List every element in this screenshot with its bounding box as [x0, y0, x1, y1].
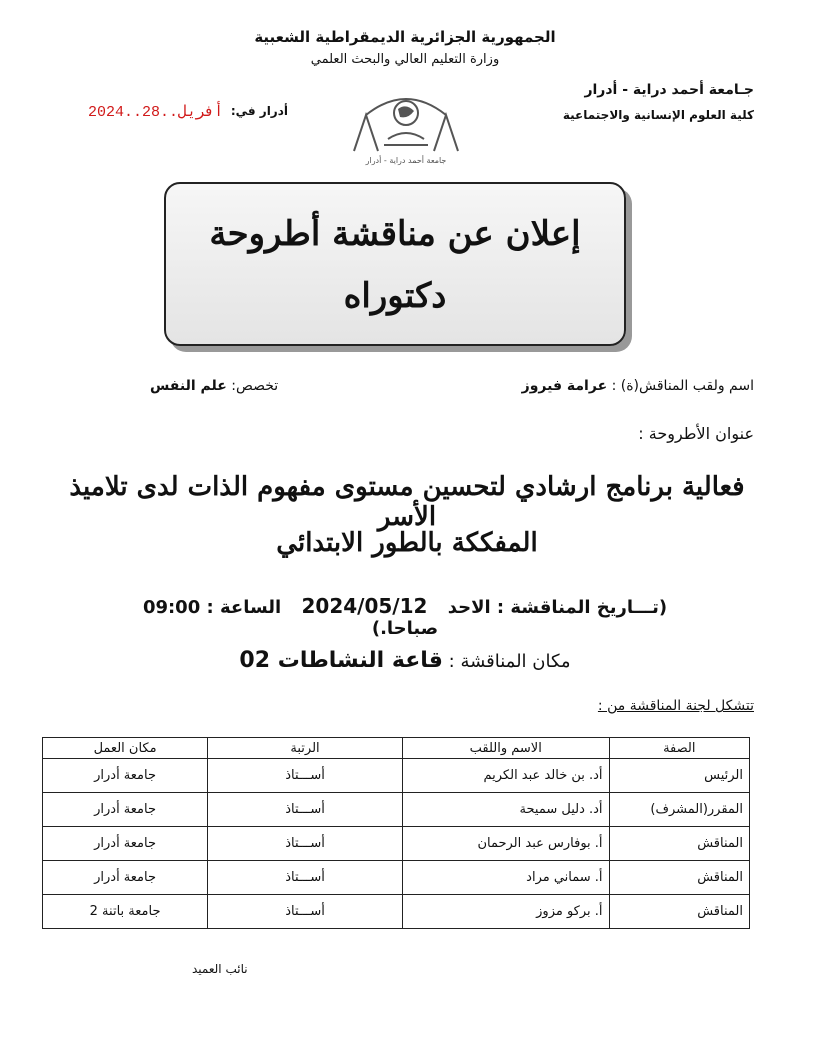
university-emblem-icon: [344, 85, 468, 167]
defense-time-label: الساعة :: [206, 597, 282, 618]
member-workplace: جامعة أدرار: [43, 793, 208, 827]
document-date: [88, 104, 288, 128]
member-rank: أســـتاذ: [208, 759, 403, 793]
member-name: أ. بركو مزوز: [402, 895, 609, 929]
committee-table: [42, 737, 750, 929]
defense-date: 2024/05/12: [301, 594, 428, 618]
announcement-title-box: [164, 182, 626, 346]
defense-time: 09:00 صباحا.): [142, 597, 439, 639]
member-role: المقرر(المشرف): [609, 793, 749, 827]
table-row: [43, 759, 750, 793]
republic-heading: الجمهورية الجزائرية الديمقراطية الشعبية: [254, 28, 556, 46]
member-role: المناقش: [609, 861, 749, 895]
africa-map-icon: [398, 106, 414, 117]
defense-place-value: قاعة النشاطات 02: [239, 648, 443, 673]
member-workplace: جامعة أدرار: [43, 759, 208, 793]
thesis-title-line1: فعالية برنامج ارشادي لتحسين مستوى مفهوم الذات لدى تلاميذ الأسر: [69, 472, 745, 532]
faculty-name: كلية العلوم الإنسانية والاجتماعية: [562, 108, 754, 122]
member-name: أ. سماني مراد: [402, 861, 609, 895]
thesis-title-label: عنوان الأطروحة :: [638, 424, 754, 443]
member-workplace: جامعة أدرار: [43, 827, 208, 861]
university-name: جـامعة أحمد دراية - أدرار: [584, 82, 754, 98]
logo-caption: جامعة أحمد دراية - أدرار: [365, 156, 447, 165]
header-name: الاسم واللقب: [402, 738, 609, 759]
member-workplace: جامعة أدرار: [43, 861, 208, 895]
specialty-row: [150, 378, 278, 394]
date-value-handwritten: 2024..أفريل..28: [88, 104, 224, 121]
table-header-row: [43, 738, 750, 759]
announcement-title-line1: إعلان عن مناقشة أطروحة: [209, 214, 581, 254]
specialty-value: علم النفس: [150, 378, 227, 394]
table-row: [43, 861, 750, 895]
header-workplace: مكان العمل: [43, 738, 208, 759]
date-label: أدرار في:: [230, 104, 288, 118]
member-workplace: جامعة باتنة 2: [43, 895, 208, 929]
member-name: أ. بوفارس عبد الرحمان: [402, 827, 609, 861]
header-role: الصفة: [609, 738, 749, 759]
member-role: المناقش: [609, 895, 749, 929]
table-row: [43, 895, 750, 929]
defense-place-line: [150, 648, 660, 673]
member-name: أد. دليل سميحة: [402, 793, 609, 827]
ministry-heading: وزارة التعليم العالي والبحث العلمي: [310, 52, 500, 67]
member-rank: أســـتاذ: [208, 827, 403, 861]
defense-date-label: (تـــاريخ المناقشة : الاحد: [447, 597, 668, 618]
announcement-title-line2: دكتوراه: [343, 276, 447, 316]
table-row: [43, 827, 750, 861]
examinee-label: اسم ولقب المناقش(ة) :: [611, 378, 754, 394]
member-role: الرئيس: [609, 759, 749, 793]
member-role: المناقش: [609, 827, 749, 861]
header-rank: الرتبة: [208, 738, 403, 759]
member-rank: أســـتاذ: [208, 895, 403, 929]
thesis-title-line2: المفككة بالطور الابتدائي: [276, 528, 538, 558]
member-name: أد. بن خالد عبد الكريم: [402, 759, 609, 793]
defense-place-label: مكان المناقشة :: [448, 651, 571, 672]
member-rank: أســـتاذ: [208, 793, 403, 827]
vice-dean-signature-label: نائب العميد: [192, 962, 248, 976]
defense-date-line: [120, 594, 690, 639]
examinee-row: [522, 378, 754, 394]
specialty-label: تخصص:: [231, 378, 279, 394]
member-rank: أســـتاذ: [208, 861, 403, 895]
examinee-name: عرامة فيروز: [521, 378, 608, 394]
committee-heading: تتشكل لجنة المناقشة من :: [597, 698, 754, 714]
table-row: [43, 793, 750, 827]
